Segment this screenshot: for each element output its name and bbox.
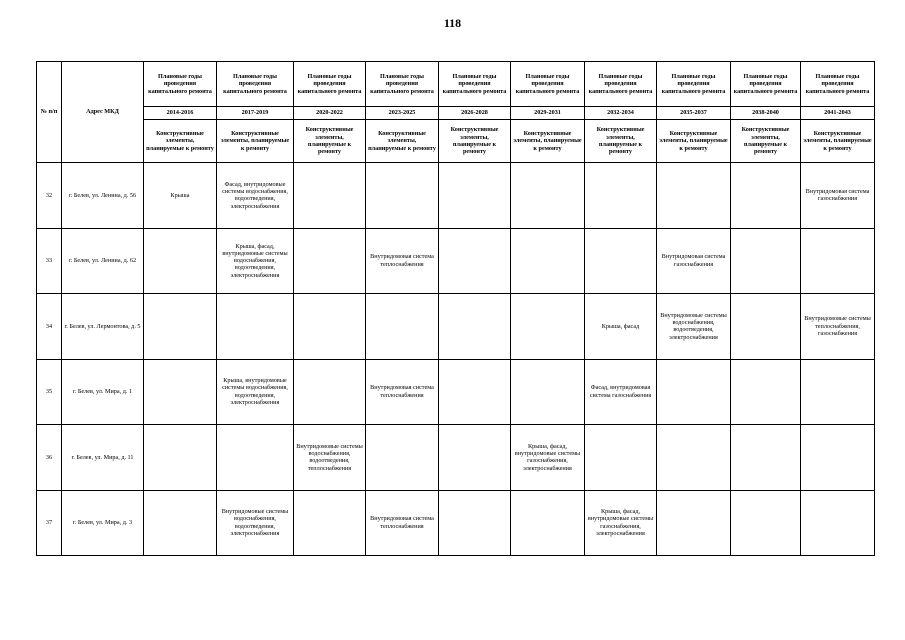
repair-elements-cell: Фасад, внутридомовые системы водоснабжения, водоотведения, электроснабжения (217, 163, 294, 229)
repair-elements-cell: Внутридомовая система теплоснабжения (366, 490, 439, 556)
repair-elements-cell (217, 294, 294, 360)
repair-elements-cell (801, 425, 875, 491)
repair-elements-cell (511, 163, 585, 229)
repair-elements-cell: Крыша, внутридомовые системы водоснабжения, водоотведения, электроснабжения (217, 359, 294, 425)
header-elements: Конструктивные элементы, планируемые к ремонту (217, 120, 294, 163)
row-number: 34 (37, 294, 62, 360)
repair-elements-cell (731, 425, 801, 491)
repair-elements-cell: Внутридомовые системы водоснабжения, водоотведения, электроснабжения (217, 490, 294, 556)
header-planned-years: Плановые годы проведения капитального ремонта (585, 62, 657, 107)
header-planned-years: Плановые годы проведения капитального ремонта (217, 62, 294, 107)
repair-elements-cell (366, 425, 439, 491)
repair-elements-cell (731, 163, 801, 229)
repair-elements-cell (801, 228, 875, 294)
row-address: г. Белев, ул. Мира, д. 1 (62, 359, 144, 425)
repair-elements-cell (585, 228, 657, 294)
row-address: г. Белев, ул. Ленина, д. 62 (62, 228, 144, 294)
header-elements: Конструктивные элементы, планируемые к ремонту (144, 120, 217, 163)
repair-elements-cell (144, 359, 217, 425)
header-period: 2026-2028 (439, 107, 511, 120)
repair-elements-cell: Внутридомовая система теплоснабжения (366, 228, 439, 294)
repair-elements-cell (657, 359, 731, 425)
capital-repair-table (36, 61, 875, 556)
repair-elements-cell (217, 425, 294, 491)
repair-elements-cell (511, 294, 585, 360)
repair-elements-cell (144, 228, 217, 294)
header-period: 2017-2019 (217, 107, 294, 120)
repair-elements-cell: Внутридомовые системы теплоснабжения, газоснабжения (801, 294, 875, 360)
repair-elements-cell: Крыша (144, 163, 217, 229)
table-row (37, 294, 875, 360)
header-period: 2023-2025 (366, 107, 439, 120)
repair-elements-cell (801, 359, 875, 425)
header-elements: Конструктивные элементы, планируемые к ремонту (439, 120, 511, 163)
header-period: 2020-2022 (294, 107, 366, 120)
header-period: 2038-2040 (731, 107, 801, 120)
header-planned-years: Плановые годы проведения капитального ремонта (366, 62, 439, 107)
repair-elements-cell (439, 359, 511, 425)
row-address: г. Белев, ул. Мира, д. 11 (62, 425, 144, 491)
repair-elements-cell (439, 425, 511, 491)
repair-elements-cell (731, 228, 801, 294)
repair-elements-cell: Крыша, фасад, внутридомовые системы водоснабжения, водоотведения, электроснабжения (217, 228, 294, 294)
repair-elements-cell (511, 228, 585, 294)
row-number: 36 (37, 425, 62, 491)
header-address: Адрес МКД (62, 62, 144, 163)
header-period: 2029-2031 (511, 107, 585, 120)
repair-elements-cell: Внутридомовые системы водоснабжения, водоотведения, электроснабжения (657, 294, 731, 360)
header-period: 2035-2037 (657, 107, 731, 120)
header-planned-years: Плановые годы проведения капитального ремонта (294, 62, 366, 107)
repair-elements-cell: Внутридомовая система газоснабжения (801, 163, 875, 229)
repair-elements-cell (585, 163, 657, 229)
header-elements: Конструктивные элементы, планируемые к ремонту (657, 120, 731, 163)
repair-elements-cell (366, 294, 439, 360)
repair-elements-cell (144, 490, 217, 556)
row-address: г. Белев, ул. Ленина, д. 56 (62, 163, 144, 229)
header-row (37, 62, 875, 107)
header-elements: Конструктивные элементы, планируемые к ремонту (731, 120, 801, 163)
repair-elements-cell (657, 490, 731, 556)
page-number: 118 (443, 16, 462, 30)
row-address: г. Белев, ул. Лермонтова, д. 5 (62, 294, 144, 360)
repair-elements-cell: Внутридомовая система газоснабжения (657, 228, 731, 294)
header-period: 2014-2016 (144, 107, 217, 120)
header-elements: Конструктивные элементы, планируемые к ремонту (585, 120, 657, 163)
row-address: г. Белев, ул. Мира, д. 3 (62, 490, 144, 556)
header-planned-years: Плановые годы проведения капитального ремонта (439, 62, 511, 107)
repair-elements-cell (657, 163, 731, 229)
repair-elements-cell (144, 425, 217, 491)
table-row (37, 490, 875, 556)
row-number: 33 (37, 228, 62, 294)
repair-elements-cell: Крыша, фасад, внутридомовые системы газоснабжения, электроснабжения (585, 490, 657, 556)
repair-elements-cell (511, 359, 585, 425)
header-elements: Конструктивные элементы, планируемые к ремонту (511, 120, 585, 163)
repair-elements-cell (144, 294, 217, 360)
header-row (37, 107, 875, 120)
repair-elements-cell (294, 294, 366, 360)
repair-elements-cell: Внутридомовая система теплоснабжения (366, 359, 439, 425)
repair-elements-cell (439, 490, 511, 556)
header-elements: Конструктивные элементы, планируемые к ремонту (294, 120, 366, 163)
header-planned-years: Плановые годы проведения капитального ремонта (801, 62, 875, 107)
table-row (37, 163, 875, 229)
repair-elements-cell: Внутридомовые системы водоснабжения, водоотведения, теплоснабжения (294, 425, 366, 491)
repair-elements-cell: Фасад, внутридомовая система газоснабжения (585, 359, 657, 425)
repair-elements-cell (439, 294, 511, 360)
repair-elements-cell: Крыша, фасад, внутридомовые системы газоснабжения, электроснабжения (511, 425, 585, 491)
repair-elements-cell (294, 163, 366, 229)
header-planned-years: Плановые годы проведения капитального ремонта (731, 62, 801, 107)
header-planned-years: Плановые годы проведения капитального ремонта (144, 62, 217, 107)
repair-elements-cell (585, 425, 657, 491)
row-number: 37 (37, 490, 62, 556)
repair-elements-cell (801, 490, 875, 556)
header-num: № п/п (37, 62, 62, 163)
repair-elements-cell (294, 228, 366, 294)
repair-elements-cell (294, 359, 366, 425)
repair-elements-cell (366, 163, 439, 229)
repair-elements-cell (657, 425, 731, 491)
header-period: 2032-2034 (585, 107, 657, 120)
repair-elements-cell (439, 228, 511, 294)
repair-elements-cell (731, 294, 801, 360)
header-planned-years: Плановые годы проведения капитального ремонта (511, 62, 585, 107)
table-row (37, 359, 875, 425)
repair-elements-cell (731, 359, 801, 425)
repair-elements-cell (511, 490, 585, 556)
header-planned-years: Плановые годы проведения капитального ремонта (657, 62, 731, 107)
table-row (37, 425, 875, 491)
repair-elements-cell (294, 490, 366, 556)
row-number: 32 (37, 163, 62, 229)
repair-elements-cell (731, 490, 801, 556)
header-elements: Конструктивные элементы, планируемые к ремонту (366, 120, 439, 163)
header-period: 2041-2043 (801, 107, 875, 120)
row-number: 35 (37, 359, 62, 425)
repair-elements-cell: Крыша, фасад (585, 294, 657, 360)
repair-elements-cell (439, 163, 511, 229)
header-elements: Конструктивные элементы, планируемые к ремонту (801, 120, 875, 163)
table-row (37, 228, 875, 294)
header-row (37, 120, 875, 163)
